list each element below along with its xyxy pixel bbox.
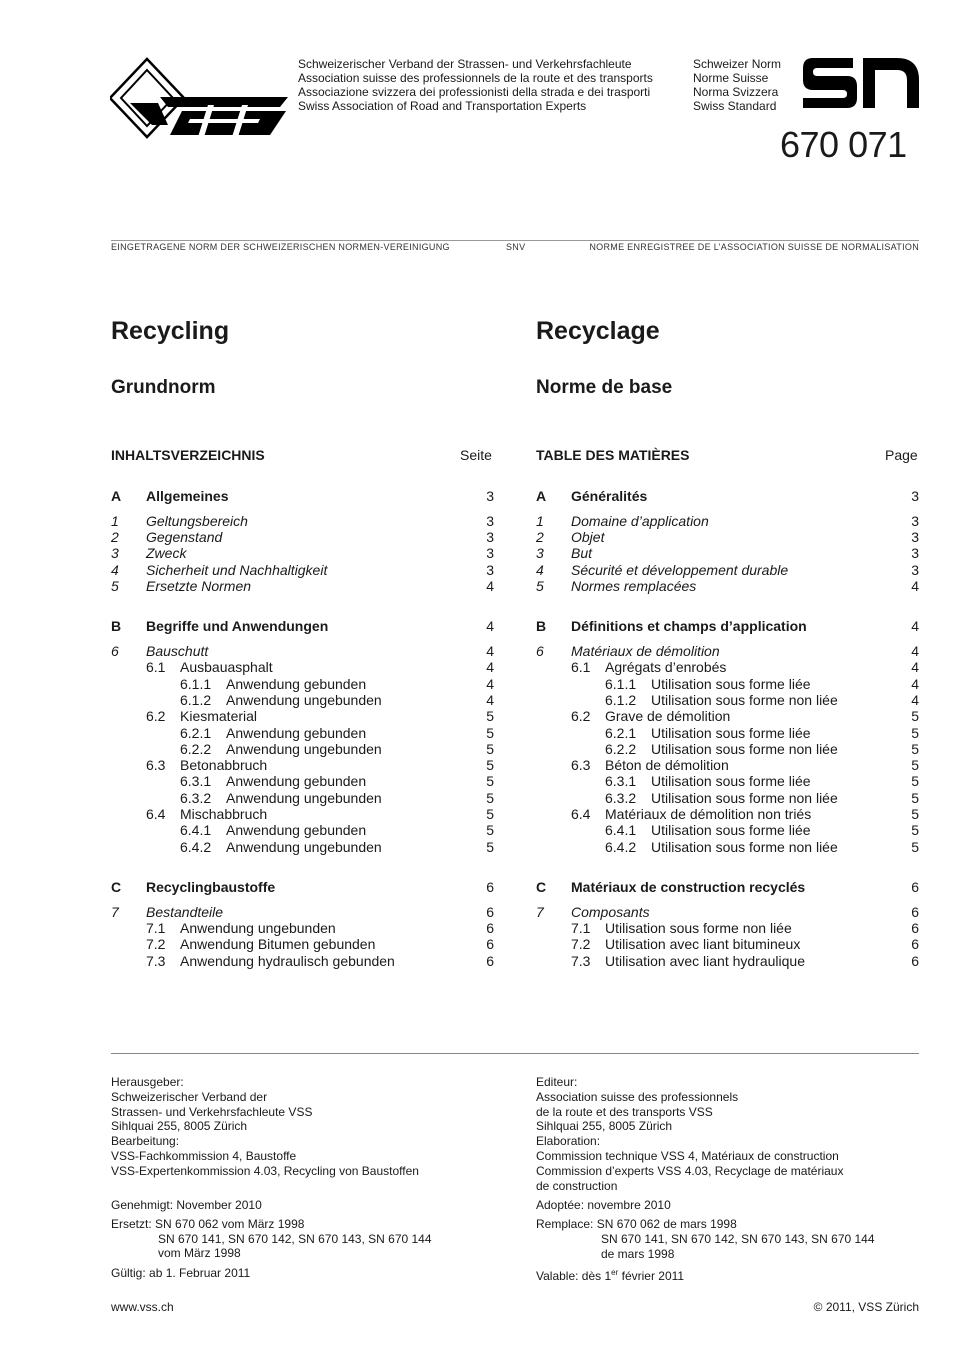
toc-entry[interactable] — [536, 692, 919, 708]
toc-entry[interactable] — [536, 725, 919, 741]
toc-entry-page: 5 — [486, 773, 494, 790]
toc-entry-page: 4 — [911, 675, 919, 692]
toc-entry-page: 4 — [911, 643, 919, 660]
registration-rule — [111, 240, 919, 241]
registration-fr: NORME ENREGISTREE DE L’ASSOCIATION SUISSE DE NORMALISATION — [589, 242, 919, 252]
toc-entry[interactable] — [111, 643, 494, 659]
toc-entry[interactable] — [111, 757, 494, 773]
toc-entry-label: Utilisation sous forme liée — [651, 822, 811, 839]
title-fr: Recyclage — [536, 317, 660, 345]
toc-entry-number: 6.2.2 — [180, 740, 212, 757]
toc-entry-page: 6 — [486, 903, 494, 920]
org-line-it: Associazione svizzera dei professionisti della strada e dei trasporti — [298, 85, 651, 99]
toc-entry-number: 6 — [536, 643, 544, 660]
toc-entry-page: 4 — [911, 691, 919, 708]
toc-entry-page: 5 — [911, 740, 919, 757]
toc-entry-label: Utilisation sous forme non liée — [651, 789, 838, 806]
toc-entry-label: Utilisation sous forme liée — [651, 675, 811, 692]
toc-entry-page: 3 — [486, 488, 494, 504]
toc-entry-number: 4 — [111, 561, 119, 578]
toc-entry[interactable] — [536, 578, 919, 594]
sn-logo — [803, 58, 919, 113]
toc-entry-number: 6.4.2 — [180, 838, 212, 855]
toc-entry-number: 6.2.1 — [605, 724, 637, 741]
toc-entry-label: Anwendung gebunden — [226, 773, 367, 790]
toc-entry-label: Anwendung ungebunden — [226, 838, 382, 855]
toc-entry-label: But — [571, 545, 593, 562]
toc-entry-number: 6.1.1 — [180, 675, 212, 692]
toc-entry-number: 6.2.1 — [180, 724, 212, 741]
toc-entry-label: Utilisation sous forme non liée — [651, 740, 838, 757]
toc-entry-number: 4 — [536, 561, 544, 578]
toc-entry-number: 3 — [111, 545, 119, 562]
toc-entry-label: Anwendung gebunden — [226, 822, 367, 839]
toc-entry-number: 7 — [536, 903, 544, 920]
toc-entry[interactable] — [111, 741, 494, 757]
toc-entry-number: 2 — [111, 529, 119, 546]
toc-entry[interactable] — [111, 904, 494, 920]
toc-entry-number: 1 — [536, 512, 544, 529]
toc-entry-page: 4 — [911, 659, 919, 676]
registration-snv: SNV — [506, 242, 526, 252]
toc-entry-page: 4 — [486, 618, 494, 635]
toc-entry[interactable] — [536, 806, 919, 822]
vss-logo — [110, 57, 290, 146]
toc-entry-label: Sicherheit und Nachhaltigkeit — [146, 561, 328, 578]
std-line-en: Swiss Standard — [693, 99, 777, 113]
toc-entry[interactable] — [111, 488, 494, 504]
toc-entry-label: Anwendung gebunden — [226, 675, 367, 692]
toc-entry-label: Béton de démolition — [605, 757, 729, 774]
approved-fr: Adoptée: novembre 2010 — [536, 1197, 671, 1212]
toc-entry[interactable] — [536, 708, 919, 724]
toc-entry-number: 7.2 — [571, 936, 591, 953]
subtitle-fr: Norme de base — [536, 377, 673, 398]
toc-entry-page: 5 — [486, 757, 494, 774]
toc-entry-number: B — [111, 618, 122, 635]
toc-entry-page: 3 — [486, 512, 494, 529]
toc-entry-page: 5 — [486, 838, 494, 855]
publisher-line-fr: Sihlquai 255, 8005 Zürich — [536, 1119, 673, 1134]
toc-entry[interactable] — [536, 822, 919, 838]
toc-entry-label: Utilisation sous forme liée — [651, 773, 811, 790]
toc-entry-label: Généralités — [571, 488, 648, 504]
toc-entry-page: 6 — [911, 936, 919, 953]
toc-entry-page: 4 — [486, 659, 494, 676]
std-line-fr: Norme Suisse — [693, 71, 769, 85]
toc-entry[interactable] — [111, 879, 494, 895]
toc-entry-label: Définitions et champs d’application — [571, 618, 807, 635]
editing-line-fr: Commission technique VSS 4, Matériaux de construction — [536, 1148, 839, 1163]
editing-label-fr: Elaboration: — [536, 1134, 601, 1149]
toc-entry-number: 6.1 — [571, 659, 591, 676]
toc-entry-label: Recyclingbaustoffe — [146, 878, 276, 895]
toc-entry-label: Anwendung gebunden — [226, 724, 367, 741]
toc-entry-page: 4 — [486, 577, 494, 594]
toc-entry-number: 7 — [111, 903, 119, 920]
replaces-de: Ersetzt: SN 670 062 vom März 1998 — [111, 1216, 305, 1231]
toc-entry[interactable] — [111, 790, 494, 806]
toc-entry[interactable] — [536, 757, 919, 773]
toc-entry-label: Anwendung ungebunden — [180, 920, 336, 937]
toc-entry-page: 6 — [486, 936, 494, 953]
toc-entry[interactable] — [536, 953, 919, 969]
toc-entry[interactable] — [111, 839, 494, 855]
publisher-label-fr: Editeur: — [536, 1075, 578, 1089]
toc-entry-label: Betonabbruch — [180, 757, 268, 774]
toc-entry-number: 6.1.2 — [605, 691, 637, 708]
toc-entry-page: 3 — [486, 529, 494, 546]
toc-entry[interactable] — [536, 773, 919, 789]
toc-entry-page: 4 — [911, 618, 919, 635]
toc-page-label-fr: Page — [885, 447, 918, 463]
toc-entry-number: 6.4.1 — [180, 822, 212, 839]
toc-entry-label: Domaine d’application — [571, 512, 709, 529]
toc-entry-label: Bestandteile — [146, 903, 224, 920]
toc-entry-number: 6.3.1 — [180, 773, 212, 790]
toc-entry-number: A — [111, 488, 122, 504]
toc-entry-number: 2 — [536, 529, 544, 546]
toc-entry[interactable] — [111, 692, 494, 708]
toc-entry-page: 5 — [486, 708, 494, 725]
toc-fr — [536, 488, 919, 969]
toc-entry-label: Anwendung ungebunden — [226, 740, 382, 757]
toc-entry[interactable] — [536, 920, 919, 936]
toc-entry-number: 6.2 — [571, 708, 591, 725]
toc-entry[interactable] — [111, 578, 494, 594]
toc-entry-number: C — [536, 878, 547, 895]
toc-entry-label: Utilisation sous forme non liée — [605, 920, 792, 937]
toc-entry-page: 6 — [911, 878, 919, 895]
replaces-line-fr: SN 670 141, SN 670 142, SN 670 143, SN 670 144 — [601, 1231, 875, 1246]
valid-sup-fr: er — [611, 1268, 619, 1278]
toc-entry-number: C — [111, 878, 122, 895]
copyright: © 2011, VSS Zürich — [813, 1300, 919, 1314]
toc-entry[interactable] — [111, 529, 494, 545]
toc-entry-page: 4 — [911, 577, 919, 594]
toc-entry-number: 6.3.1 — [605, 773, 637, 790]
toc-entry-page: 6 — [911, 952, 919, 969]
editing-label-de: Bearbeitung: — [111, 1134, 180, 1149]
editing-line-de: VSS-Expertenkommission 4.03, Recycling von Baustoffen — [111, 1163, 419, 1178]
toc-entry-label: Zweck — [146, 545, 187, 562]
toc-entry-page: 5 — [486, 724, 494, 741]
toc-entry-number: 5 — [111, 577, 119, 594]
toc-entry[interactable] — [536, 643, 919, 659]
toc-entry-number: 6.4 — [571, 806, 591, 823]
toc-entry-page: 3 — [911, 545, 919, 562]
toc-entry[interactable] — [536, 676, 919, 692]
publisher-line-de: Strassen- und Verkehrsfachleute VSS — [111, 1104, 313, 1119]
toc-entry-label: Utilisation avec liant hydraulique — [605, 952, 805, 969]
replaces-fr: Remplace: SN 670 062 de mars 1998 — [536, 1217, 737, 1232]
toc-entry-number: 7.1 — [571, 920, 591, 937]
toc-entry[interactable] — [111, 822, 494, 838]
valid-suffix-fr: février 2011 — [618, 1269, 685, 1284]
toc-entry-page: 3 — [911, 529, 919, 546]
website-link[interactable]: www.vss.ch — [111, 1300, 174, 1314]
toc-entry-page: 5 — [911, 822, 919, 839]
editing-line-fr: Commission d’experts VSS 4.03, Recyclage de matériaux — [536, 1163, 844, 1178]
toc-entry-label: Normes remplacées — [571, 577, 697, 594]
standard-type — [693, 57, 781, 113]
toc-entry-number: 6.1.1 — [605, 675, 637, 692]
toc-entry-label: Composants — [571, 903, 650, 920]
toc-entry-page: 5 — [486, 806, 494, 823]
std-line-it: Norma Svizzera — [693, 85, 779, 99]
toc-entry-label: Kiesmaterial — [180, 708, 258, 725]
toc-entry-number: 6 — [111, 643, 119, 660]
toc-entry[interactable] — [111, 773, 494, 789]
title-de: Recycling — [111, 317, 230, 345]
toc-entry-label: Anwendung hydraulisch gebunden — [180, 952, 395, 969]
toc-entry-label: Utilisation sous forme non liée — [651, 691, 838, 708]
toc-entry[interactable] — [111, 545, 494, 561]
toc-entry-page: 6 — [486, 920, 494, 937]
valid-prefix-fr: Valable: dès 1 — [536, 1269, 612, 1284]
toc-entry-label: Anwendung ungebunden — [226, 691, 382, 708]
standard-number: 670 071 — [780, 124, 907, 165]
toc-entry-label: Geltungsbereich — [146, 512, 248, 529]
toc-entry[interactable] — [536, 659, 919, 675]
toc-entry[interactable] — [536, 488, 919, 504]
toc-entry-number: 6.2 — [146, 708, 166, 725]
toc-entry-number: 6.4 — [146, 806, 166, 823]
toc-entry-page: 5 — [486, 740, 494, 757]
toc-entry-number: 3 — [536, 545, 544, 562]
toc-entry-label: Bauschutt — [146, 643, 209, 660]
toc-entry-number: 1 — [111, 512, 119, 529]
toc-entry[interactable] — [536, 879, 919, 895]
toc-entry[interactable] — [536, 562, 919, 578]
toc-entry-label: Ausbauasphalt — [180, 659, 273, 676]
toc-entry-label: Matériaux de démolition non triés — [605, 806, 812, 823]
footer-fr — [536, 1075, 875, 1284]
subtitle-de: Grundnorm — [111, 377, 216, 398]
toc-entry-label: Mischabbruch — [180, 806, 268, 823]
toc-entry-label: Utilisation avec liant bitumineux — [605, 936, 801, 953]
publisher-line-de: Sihlquai 255, 8005 Zürich — [111, 1119, 248, 1134]
toc-entry-number: B — [536, 618, 547, 635]
toc-entry-page: 3 — [486, 561, 494, 578]
toc-entry-page: 4 — [486, 675, 494, 692]
approved-de: Genehmigt: November 2010 — [111, 1197, 262, 1212]
toc-entry-number: 6.1 — [146, 659, 166, 676]
toc-entry-page: 5 — [911, 773, 919, 790]
toc-entry-number: 6.2.2 — [605, 740, 637, 757]
toc-de — [111, 488, 494, 969]
toc-entry-label: Agrégats d’enrobés — [605, 659, 727, 676]
toc-entry[interactable] — [111, 618, 494, 634]
toc-entry-label: Sécurité et développement durable — [571, 561, 789, 578]
toc-entry[interactable] — [111, 676, 494, 692]
toc-entry[interactable] — [536, 790, 919, 806]
editing-line-fr: de construction — [536, 1178, 618, 1193]
valid-de: Gültig: ab 1. Februar 2011 — [111, 1265, 251, 1280]
toc-entry-number: 7.3 — [146, 952, 166, 969]
toc-entry[interactable] — [111, 725, 494, 741]
footer-de — [111, 1075, 432, 1281]
toc-entry-page: 5 — [911, 789, 919, 806]
toc-entry-page: 3 — [911, 561, 919, 578]
toc-entry-label: Matériaux de construction recyclés — [571, 878, 806, 895]
toc-entry[interactable] — [111, 562, 494, 578]
toc-entry-number: 7.3 — [571, 952, 591, 969]
toc-entry-page: 5 — [911, 708, 919, 725]
toc-entry-label: Utilisation sous forme liée — [651, 724, 811, 741]
toc-entry-number: 7.1 — [146, 920, 166, 937]
replaces-line-de: vom März 1998 — [158, 1246, 241, 1261]
publisher-line-de: Schweizerischer Verband der — [111, 1089, 268, 1104]
publisher-label-de: Herausgeber: — [111, 1075, 184, 1089]
toc-entry-number: 6.3.2 — [605, 789, 637, 806]
toc-entry-label: Utilisation sous forme non liée — [651, 838, 838, 855]
toc-entry-page: 6 — [911, 920, 919, 937]
toc-entry-page: 4 — [486, 691, 494, 708]
toc-title-de: INHALTSVERZEICHNIS — [111, 447, 265, 463]
toc-entry-page: 6 — [486, 878, 494, 895]
toc-entry[interactable] — [536, 513, 919, 529]
toc-entry-number: 6.4.2 — [605, 838, 637, 855]
organization-names — [298, 57, 653, 113]
toc-entry-label: Grave de démolition — [605, 708, 731, 725]
toc-entry[interactable] — [536, 618, 919, 634]
toc-entry-number: 5 — [536, 577, 544, 594]
org-line-en: Swiss Association of Road and Transportation Experts — [298, 99, 587, 113]
toc-entry-page: 3 — [911, 488, 919, 504]
toc-page-label-de: Seite — [460, 447, 492, 463]
toc-title-fr: TABLE DES MATIÈRES — [536, 447, 690, 463]
toc-entry-label: Anwendung ungebunden — [226, 789, 382, 806]
toc-entry-page: 5 — [911, 757, 919, 774]
toc-entry-page: 3 — [911, 512, 919, 529]
toc-entry-label: Anwendung Bitumen gebunden — [180, 936, 376, 953]
toc-entry-page: 5 — [911, 838, 919, 855]
footer-rule — [111, 1053, 919, 1054]
toc-entry-label: Ersetzte Normen — [146, 577, 252, 594]
toc-entry-number: 6.1.2 — [180, 691, 212, 708]
toc-entry-page: 4 — [486, 643, 494, 660]
toc-entry-page: 3 — [486, 545, 494, 562]
toc-entry-label: Objet — [571, 529, 605, 546]
replaces-line-de: SN 670 141, SN 670 142, SN 670 143, SN 670 144 — [158, 1231, 432, 1246]
toc-entry[interactable] — [536, 904, 919, 920]
toc-entry[interactable] — [111, 920, 494, 936]
toc-entry[interactable] — [111, 806, 494, 822]
toc-entry-label: Begriffe und Anwendungen — [146, 618, 329, 635]
toc-entry[interactable] — [111, 513, 494, 529]
toc-entry-page: 5 — [911, 724, 919, 741]
publisher-line-fr: de la route et des transports VSS — [536, 1104, 713, 1119]
toc-entry-page: 5 — [911, 806, 919, 823]
toc-entry-number: 6.4.1 — [605, 822, 637, 839]
toc-entry[interactable] — [536, 936, 919, 952]
toc-entry-page: 6 — [911, 903, 919, 920]
toc-entry-number: A — [536, 488, 547, 504]
toc-entry-number: 7.2 — [146, 936, 166, 953]
toc-entry-page: 5 — [486, 789, 494, 806]
publisher-line-fr: Association suisse des professionnels — [536, 1089, 739, 1104]
toc-entry-page: 5 — [486, 822, 494, 839]
replaces-line-fr: de mars 1998 — [601, 1246, 675, 1261]
toc-entry[interactable] — [111, 659, 494, 675]
toc-entry-number: 6.3.2 — [180, 789, 212, 806]
toc-entry[interactable] — [111, 936, 494, 952]
registration-de: EINGETRAGENE NORM DER SCHWEIZERISCHEN NORMEN-VEREINIGUNG — [111, 242, 450, 252]
toc-entry[interactable] — [536, 741, 919, 757]
editing-line-de: VSS-Fachkommission 4, Baustoffe — [111, 1148, 297, 1163]
org-line-fr: Association suisse des professionnels de la route et des transports — [298, 71, 653, 85]
toc-entry[interactable] — [111, 708, 494, 724]
toc-entry-label: Gegenstand — [146, 529, 223, 546]
toc-entry-number: 6.3 — [146, 757, 166, 774]
toc-entry-label: Allgemeines — [146, 488, 229, 504]
toc-entry-number: 6.3 — [571, 757, 591, 774]
toc-entry[interactable] — [536, 529, 919, 545]
toc-entry[interactable] — [536, 545, 919, 561]
toc-entry-page: 6 — [486, 952, 494, 969]
toc-entry[interactable] — [111, 953, 494, 969]
org-line-de: Schweizerischer Verband der Strassen- und Verkehrsfachleute — [298, 57, 632, 71]
std-line-de: Schweizer Norm — [693, 57, 782, 71]
toc-entry-label: Matériaux de démolition — [571, 643, 720, 660]
toc-entry[interactable] — [536, 839, 919, 855]
valid-fr — [536, 1266, 875, 1284]
